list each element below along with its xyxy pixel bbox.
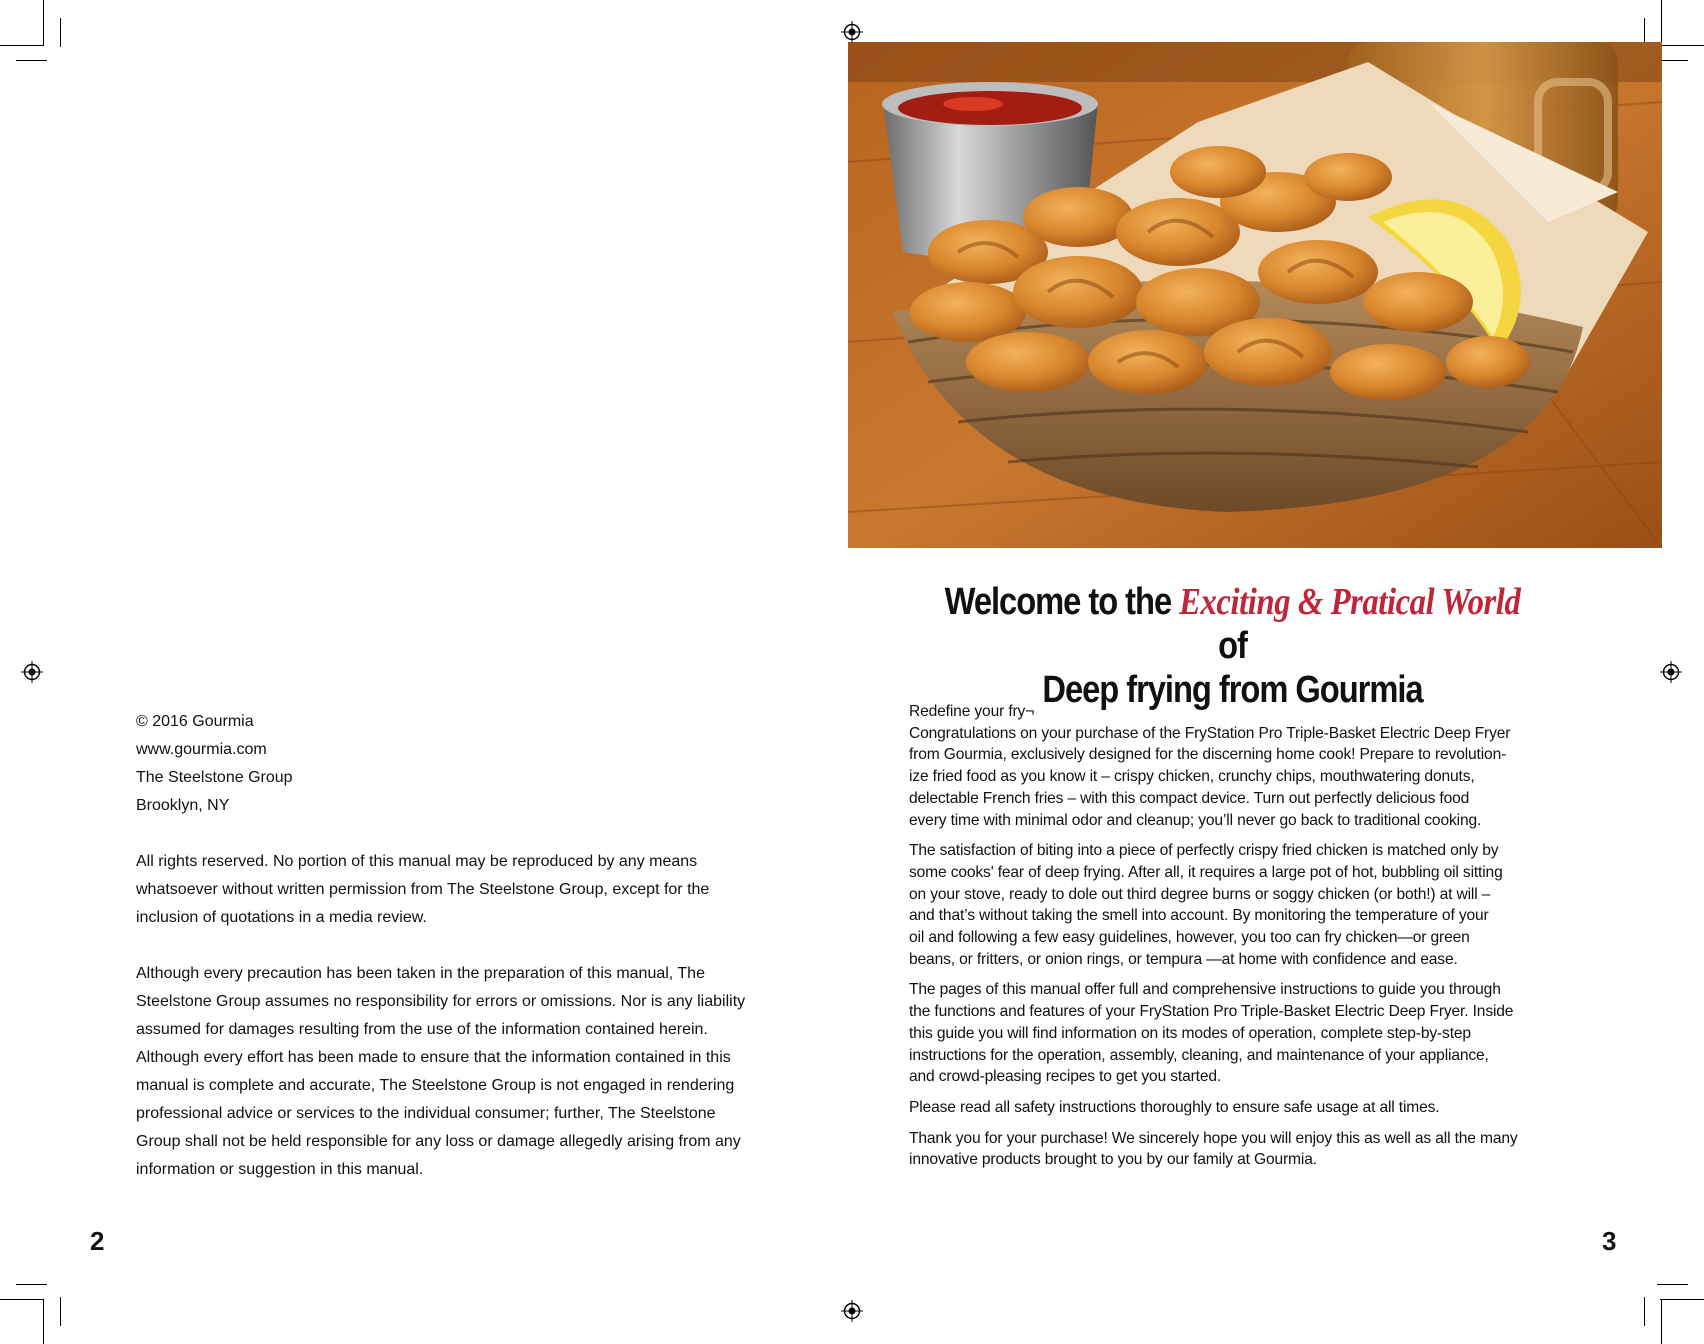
text-line: on your stove, ready to dole out third degree burns or soggy chicken (or both!) at will –: [909, 885, 1491, 903]
text-line: Congratulations on your purchase of the FryStation Pro Triple-Basket Electric Deep Fryer: [909, 724, 1511, 742]
text-line: Please read all safety instructions thoroughly to ensure safe usage at all times.: [909, 1098, 1440, 1116]
text-line: manual is complete and accurate, The Steelstone Group is not engaged in rendering: [136, 1077, 735, 1094]
copyright-block: [136, 708, 796, 1184]
manual-paragraph: [909, 979, 1579, 1088]
text-line: information or suggestion in this manual.: [136, 1161, 424, 1178]
intro-paragraph: [909, 701, 1579, 831]
text-line: professional advice or services to the individual consumer; further, The Steelstone: [136, 1105, 716, 1122]
registration-mark-top: [841, 21, 863, 43]
text-line: Thank you for your purchase! We sincerely hope you will enjoy this as well as all the many: [909, 1129, 1518, 1147]
text-line: whatsoever without written permission from The Steelstone Group, except for the: [136, 881, 710, 898]
registration-mark-right: [1660, 661, 1682, 683]
text-line: the functions and features of your FryStation Pro Triple-Basket Electric Deep Fryer. Inside: [909, 1003, 1514, 1021]
text-line: beans, or fritters, or onion rings, or tempura —at home with confidence and ease.: [909, 950, 1458, 968]
fried-shrimp-illustration: [848, 42, 1662, 548]
text-line: The pages of this manual offer full and comprehensive instructions to guide you through: [909, 981, 1501, 999]
website-line: www.gourmia.com: [136, 741, 267, 758]
safety-paragraph: [909, 1097, 1579, 1119]
text-line: from Gourmia, exclusively designed for the discerning home cook! Prepare to revolution-: [909, 746, 1507, 764]
text-line: assumed for damages resulting from the use of the information contained herein.: [136, 1021, 708, 1038]
company-line: The Steelstone Group: [136, 769, 293, 786]
text-line: Although every effort has been made to ensure that the information contained in this: [136, 1049, 731, 1066]
registration-mark-bottom: [841, 1300, 863, 1322]
thanks-paragraph: [909, 1128, 1579, 1171]
registration-mark-left: [21, 661, 43, 683]
text-line: All rights reserved. No portion of this manual may be reproduced by any means: [136, 853, 698, 870]
text-line: every time with minimal odor and cleanup; you’ll never go back to traditional cooking.: [909, 811, 1482, 829]
text-line: delectable French fries – with this compact device. Turn out perfectly delicious food: [909, 789, 1470, 807]
satisfaction-paragraph: [909, 840, 1579, 970]
page-number-left: 2: [90, 1226, 105, 1256]
disclaimer-paragraph: [136, 960, 796, 1184]
text-line: and that’s without taking the smell into account. By monitoring the temperature of your: [909, 907, 1489, 925]
text-line: Redefine your fry¬: [909, 703, 1035, 720]
text-line: ize fried food as you know it – crispy chicken, crunchy chips, mouthwatering donuts,: [909, 768, 1475, 786]
welcome-body: [909, 701, 1579, 1180]
text-line: Steelstone Group assumes no responsibility for errors or omissions. Nor is any liability: [136, 993, 746, 1010]
city-line: Brooklyn, NY: [136, 797, 230, 814]
text-line: instructions for the operation, assembly, cleaning, and maintenance of your appliance,: [909, 1046, 1489, 1064]
text-line: The satisfaction of biting into a piece of perfectly crispy fried chicken is matched only by: [909, 842, 1499, 860]
welcome-heading: [929, 580, 1535, 712]
heading-part-1: Welcome to the: [944, 581, 1180, 623]
heading-line-2: Deep frying from Gourmia: [1042, 669, 1423, 711]
text-line: and crowd-pleasing recipes to get you started.: [909, 1068, 1222, 1086]
heading-part-2: of: [1218, 625, 1247, 667]
copyright-line: © 2016 Gourmia: [136, 713, 254, 730]
heading-line-1: [929, 580, 1535, 668]
page-number-right: 3: [1602, 1226, 1617, 1256]
heading-accent: Exciting & Pratical World: [1179, 581, 1521, 623]
text-line: Although every precaution has been taken in the preparation of this manual, The: [136, 965, 705, 982]
text-line: Group shall not be held responsible for any loss or damage allegedly arising from any: [136, 1133, 741, 1150]
text-line: oil and following a few easy guidelines, however, you too can fry chicken—or green: [909, 929, 1470, 947]
address-block: [136, 708, 796, 820]
text-line: innovative products brought to you by our family at Gourmia.: [909, 1151, 1317, 1169]
text-line: this guide you will find information on its modes of operation, complete step-by-step: [909, 1024, 1471, 1042]
text-line: inclusion of quotations in a media review.: [136, 909, 427, 926]
rights-paragraph: [136, 848, 796, 932]
text-line: some cooks' fear of deep frying. After all, it requires a large pot of hot, bubbling oil sitting: [909, 863, 1503, 881]
fried-shrimp-photo: [848, 42, 1662, 548]
